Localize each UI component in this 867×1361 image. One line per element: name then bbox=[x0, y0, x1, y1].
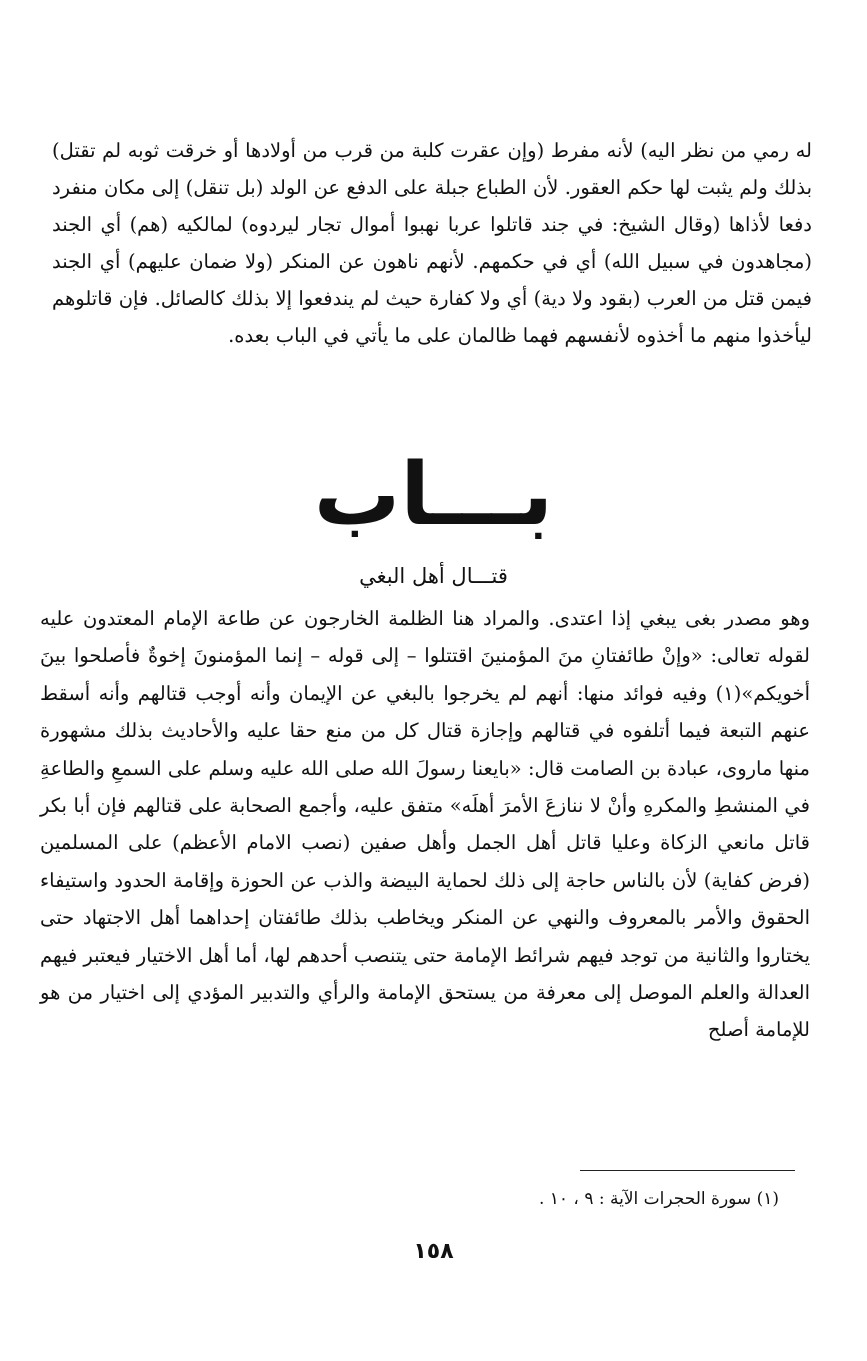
footnote: (١) سورة الحجرات الآية : ٩ ، ١٠ . bbox=[538, 1189, 779, 1209]
footnote-divider bbox=[580, 1170, 795, 1171]
page-number: ١٥٨ bbox=[413, 1239, 454, 1264]
chapter-heading: بـــاب bbox=[313, 445, 554, 545]
top-paragraph: له رمي من نظر اليه) لأنه مفرط (وإن عقرت كلبة من قرب من أولادها أو خرقت ثوبه لم تقتل) بذلك ولم يثبت لها حكم العقور. لأن الطباع جبلة على الدفع عن الولد (بل تنقل) إلى مكان منفرد دفعا لأذاها (وقال الشيخ: في جند قاتلوا عربا نهبوا أموال تجار ليردوه) لمالكيه (هم) أي الجند (مجاهدون في سبيل الله) أي في حكمهم. لأنهم ناهون عن المنكر (ولا ضمان عليهم) أي الجند فيمن قتل من العرب (بقود ولا دية) أي ولا كفارة حيث لم يندفعوا إلا بذلك كالصائل. فإن قاتلوهم ليأخذوا منهم ما أخذوه لأنفسهم فهما ظالمان على ما يأتي في الباب بعده. bbox=[52, 139, 812, 347]
chapter-paragraph: وهو مصدر بغى يبغي إذا اعتدى. والمراد هنا الظلمة الخارجون عن طاعة الإمام المعتدون عليه لقوله تعالى: «وإنْ طائفتانِ منَ المؤمنينَ اقتتلوا – إلى قوله – إنما المؤمنونَ إخوةٌ فأصلحوا بينَ أخويكم»(١) وفيه فوائد منها: أنهم لم يخرجوا بالبغي عن الإيمان وأنه أوجب قتالهم وأنه أسقط عنهم التبعة فيما أتلفوه في قتالهم وإجازة قتال كل من منع حقا عليه والأحاديث بذلك مشهورة منها ماروى، عبادة بن الصامت قال: «بايعنا رسولَ الله صلى الله عليه وسلم على السمعِ والطاعةِ في المنشطِ والمكرهِ وأنْ لا ننازعَ الأمرَ أهلَه» متفق عليه، وأجمع الصحابة على قتالهم فإن أبا بكر قاتل مانعي الزكاة وعليا قاتل أهل الجمل وأهل صفين (نصب الامام الأعظم) على المسلمين (فرض كفاية) لأن بالناس حاجة إلى ذلك لحماية البيضة والذب عن الحوزة وإقامة الحدود واستيفاء الحقوق والأمر بالمعروف والنهي عن المنكر ويخاطب بذلك طائفتان إحداهما أهل الاجتهاد حتى يختاروا والثانية من توجد فيهم شرائط الإمامة حتى يتنصب أحدهم لها، أما أهل الاختيار فيعتبر فيهم العدالة والعلم الموصل إلى معرفة من يستحق الإمامة والرأي والتدبير المؤدي إلى اختيار من هو للإمامة أصلح bbox=[40, 607, 810, 1042]
section-title: قتـــال أهل البغي bbox=[359, 564, 508, 588]
